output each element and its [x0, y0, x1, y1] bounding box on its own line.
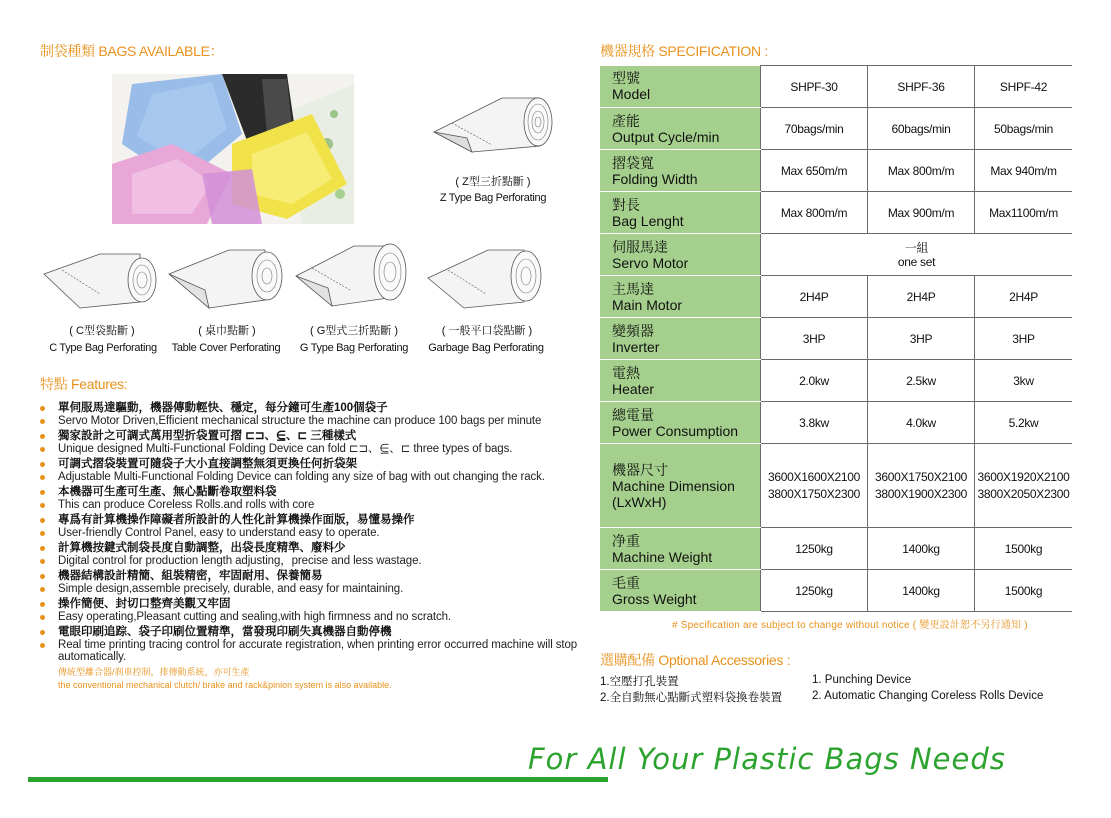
spec-label-en: Model — [612, 86, 651, 103]
c-type-caption-en: C Type Bag Perforating — [49, 342, 157, 354]
spec-label-en-2: (LxWxH) — [612, 493, 667, 510]
spec-label — [600, 402, 761, 444]
spec-value: 3HP — [975, 318, 1073, 360]
spec-label-cn: 總電量 — [612, 406, 654, 423]
feature-cn: 機器結構設計精簡、組裝精密，牢固耐用、保養簡易 — [58, 570, 323, 582]
z-type-caption-cn: ( Z型三折點斷 ) — [455, 176, 531, 188]
spec-row-dimension — [600, 444, 1072, 528]
spec-value: SHPF-30 — [761, 66, 868, 108]
features-title: 特點 Features: — [40, 376, 128, 392]
spec-title: 機器規格 SPECIFICATION : — [600, 43, 768, 59]
dimension-value: 3600X1750X2100 — [875, 469, 967, 484]
g-type-caption-cn: ( G型式三折點斷 ) — [310, 325, 398, 337]
bags-photo — [112, 74, 354, 224]
spec-row-inverter — [600, 318, 1072, 360]
servo-value-en: one set — [897, 254, 936, 269]
feature-en: This can produce Coreless Rolls.and rolls with core — [58, 499, 315, 511]
c-type-bag-drawing — [40, 250, 164, 312]
spec-label-en: Main Motor — [612, 296, 683, 313]
feature-item — [40, 430, 580, 455]
accessories-title: 選購配備 Optional Accessories : — [600, 652, 791, 668]
spec-value: Max 900m/m — [868, 192, 975, 234]
c-type-caption-cn: ( C型袋點斷 ) — [69, 325, 135, 337]
spec-value: 50bags/min — [975, 108, 1073, 150]
spec-label — [600, 318, 761, 360]
spec-value: 2H4P — [868, 276, 975, 318]
dimension-value: 3600X1920X2100 — [977, 469, 1070, 484]
spec-label-en: Heater — [612, 380, 655, 397]
feature-cn: 操作簡便、封切口整齊美觀又牢固 — [58, 598, 231, 610]
dimension-value: 3600X1600X2100 — [768, 469, 860, 484]
spec-label-cn: 毛重 — [612, 574, 640, 591]
spec-label — [600, 528, 761, 570]
spec-value: 1500kg — [975, 570, 1073, 612]
spec-value: 70bags/min — [761, 108, 868, 150]
spec-label-cn: 機器尺寸 — [612, 461, 668, 478]
spec-label-cn: 對長 — [612, 196, 640, 213]
spec-label — [600, 108, 761, 150]
feature-en: Real time printing tracing control for accurate registration, when printing error occurred machine will stop automatically. — [58, 639, 578, 663]
spec-label-cn: 變頻器 — [612, 322, 654, 339]
conventional-note-en: the conventional mechanical clutch/ brake and rack&pinion system is also available. — [58, 680, 392, 690]
feature-en: Adjustable Multi-Functional Folding Device can folding any size of bag with out changing the rack. — [58, 471, 545, 483]
feature-cn: 電眼印刷追踪、袋子印刷位置精準，當發現印刷失真機器自動停機 — [58, 626, 392, 638]
spec-label-cn: 摺袋寬 — [612, 154, 654, 171]
spec-label — [600, 150, 761, 192]
spec-label-en: Servo Motor — [612, 254, 689, 271]
spec-value: 4.0kw — [868, 402, 975, 444]
bags-title: 制袋種類 BAGS AVAILABLE： — [40, 43, 224, 59]
spec-row-bag-length — [600, 192, 1072, 234]
spec-label-cn: 型號 — [612, 70, 640, 87]
accessories-en-list — [812, 672, 1092, 704]
spec-row-gross-weight — [600, 570, 1072, 612]
spec-label-en: Bag Lenght — [612, 212, 684, 229]
feature-item — [40, 458, 580, 483]
spec-label — [600, 570, 761, 612]
spec-label-cn: 伺服馬達 — [612, 238, 668, 255]
z-type-caption-en: Z Type Bag Perforating — [439, 192, 547, 204]
slogan: For All Your Plastic Bags Needs — [528, 742, 1006, 776]
spec-value: 3.8kw — [761, 402, 868, 444]
footer-divider — [28, 777, 608, 782]
spec-label — [600, 276, 761, 318]
table-cover-drawing — [165, 244, 289, 312]
dimension-value: 3800X1750X2300 — [768, 486, 860, 501]
spec-label-en: Inverter — [612, 338, 660, 355]
spec-label — [600, 66, 761, 108]
accessory-en-item: 2. Automatic Changing Coreless Rolls Device — [812, 690, 1044, 702]
spec-value-merged — [761, 234, 1073, 276]
spec-value — [975, 444, 1073, 528]
feature-cn: 可調式摺袋裝置可隨袋子大小直接調整無須更換任何折袋架 — [58, 458, 357, 470]
spec-label — [600, 192, 761, 234]
feature-en: User-friendly Control Panel, easy to understand easy to operate. — [58, 527, 380, 539]
table-cover-caption-en: Table Cover Perforating — [171, 342, 281, 354]
accessories-cn-list — [600, 674, 800, 706]
garbage-bag-caption-cn: ( 一般平口袋點斷 ) — [441, 325, 533, 337]
spec-value: 1400kg — [868, 570, 975, 612]
feature-item — [40, 486, 580, 511]
feature-cn: 計算機按鍵式制袋長度自動調整，出袋長度精準、廢料少 — [58, 542, 346, 554]
servo-value-cn: 一組 — [904, 240, 929, 255]
spec-label-cn: 電熱 — [612, 364, 640, 381]
spec-label-cn: 產能 — [612, 112, 640, 129]
spec-value: 60bags/min — [868, 108, 975, 150]
spec-value: SHPF-36 — [868, 66, 975, 108]
feature-item — [40, 626, 580, 663]
spec-value: 5.2kw — [975, 402, 1073, 444]
spec-value: 1250kg — [761, 528, 868, 570]
dimension-value: 3800X2050X2300 — [977, 486, 1070, 501]
spec-label-en: Power Consumption — [612, 422, 739, 439]
spec-value: 1250kg — [761, 570, 868, 612]
spec-label-en: Machine Weight — [612, 548, 713, 565]
spec-table — [600, 65, 1072, 612]
spec-label — [600, 360, 761, 402]
spec-value: 2H4P — [761, 276, 868, 318]
table-cover-caption-cn: ( 桌巾點斷 ) — [198, 325, 256, 337]
feature-cn: 獨家設計之可調式萬用型折袋置可摺 ⊏⊐、⋸、⊏ 三種樣式 — [58, 430, 357, 442]
feature-cn: 專爲有計算機操作障礙者所設計的人性化計算機操作面版，易懂易操作 — [58, 514, 415, 526]
dimension-value: 3800X1900X2300 — [875, 486, 967, 501]
spec-value — [868, 444, 975, 528]
z-type-bag-drawing — [432, 90, 554, 160]
spec-label — [600, 234, 761, 276]
spec-value: 3kw — [975, 360, 1073, 402]
accessory-cn-item: 2.全自動無心點斷式塑料袋換卷裝置 — [600, 692, 783, 704]
g-type-caption-en: G Type Bag Perforating — [299, 342, 409, 354]
spec-value: 2.0kw — [761, 360, 868, 402]
feature-cn: 單伺服馬達驅動，機器傳動輕快、穩定，每分鐘可生產100個袋子 — [58, 402, 388, 414]
conventional-note-cn: 傳統型離合器/刹車控制，排傳動系統，亦可生產 — [58, 667, 250, 677]
accessory-en-item: 1. Punching Device — [812, 674, 912, 686]
spec-label-en: Machine Dimension — [612, 477, 735, 494]
spec-label-cn: 主馬達 — [612, 280, 654, 297]
features-list — [40, 402, 580, 692]
spec-value — [761, 444, 868, 528]
feature-en: Digital control for production length adjusting，precise and less wastage. — [58, 555, 422, 567]
feature-en: Servo Motor Driven,Efficient mechanical structure the machine can produce 100 bags per minute — [58, 415, 542, 427]
spec-value: Max 940m/m — [975, 150, 1073, 192]
feature-item — [40, 570, 580, 595]
spec-row-folding-width — [600, 150, 1072, 192]
bags-photo-graphic — [112, 74, 354, 224]
garbage-bag-drawing — [424, 244, 548, 312]
spec-row-machine-weight — [600, 528, 1072, 570]
spec-value: 3HP — [761, 318, 868, 360]
feature-en: Unique designed Multi-Functional Folding Device can fold ⊏⊐、⋸、⊏ three types of bags. — [58, 443, 513, 455]
spec-value: Max 650m/m — [761, 150, 868, 192]
feature-cn: 本機器可生產可生產、無心點斷卷取塑料袋 — [58, 486, 277, 498]
spec-value: Max 800m/m — [761, 192, 868, 234]
spec-label — [600, 444, 761, 528]
spec-label-cn: 净重 — [612, 532, 640, 549]
feature-en: Simple design,assemble precisely, durable, and easy for maintaining. — [58, 583, 404, 595]
spec-row-servo-motor — [600, 234, 1072, 276]
spec-row-model — [600, 66, 1072, 108]
spec-label-en: Gross Weight — [612, 590, 697, 607]
spec-label-en: Folding Width — [612, 170, 698, 187]
spec-note: # Specification are subject to change without notice ( 變更設計恕不另行通知 ) — [672, 620, 1028, 631]
spec-value: 1500kg — [975, 528, 1073, 570]
spec-value: 1400kg — [868, 528, 975, 570]
accessory-cn-item: 1.空壓打孔裝置 — [600, 676, 679, 688]
spec-value: Max 800m/m — [868, 150, 975, 192]
spec-row-heater — [600, 360, 1072, 402]
spec-row-power — [600, 402, 1072, 444]
spec-row-output — [600, 108, 1072, 150]
spec-label-en: Output Cycle/min — [612, 128, 720, 145]
feature-item — [40, 514, 580, 539]
feature-en: Easy operating,Pleasant cutting and sealing,with high firmness and no scratch. — [58, 611, 452, 623]
spec-row-main-motor — [600, 276, 1072, 318]
spec-value: Max1100m/m — [975, 192, 1073, 234]
spec-value: SHPF-42 — [975, 66, 1073, 108]
feature-item — [40, 598, 580, 623]
feature-item — [40, 402, 580, 427]
g-type-bag-drawing — [292, 236, 416, 312]
garbage-bag-caption-en: Garbage Bag Perforating — [428, 342, 544, 354]
feature-item — [40, 542, 580, 567]
spec-value: 3HP — [868, 318, 975, 360]
spec-value: 2H4P — [975, 276, 1073, 318]
spec-value: 2.5kw — [868, 360, 975, 402]
